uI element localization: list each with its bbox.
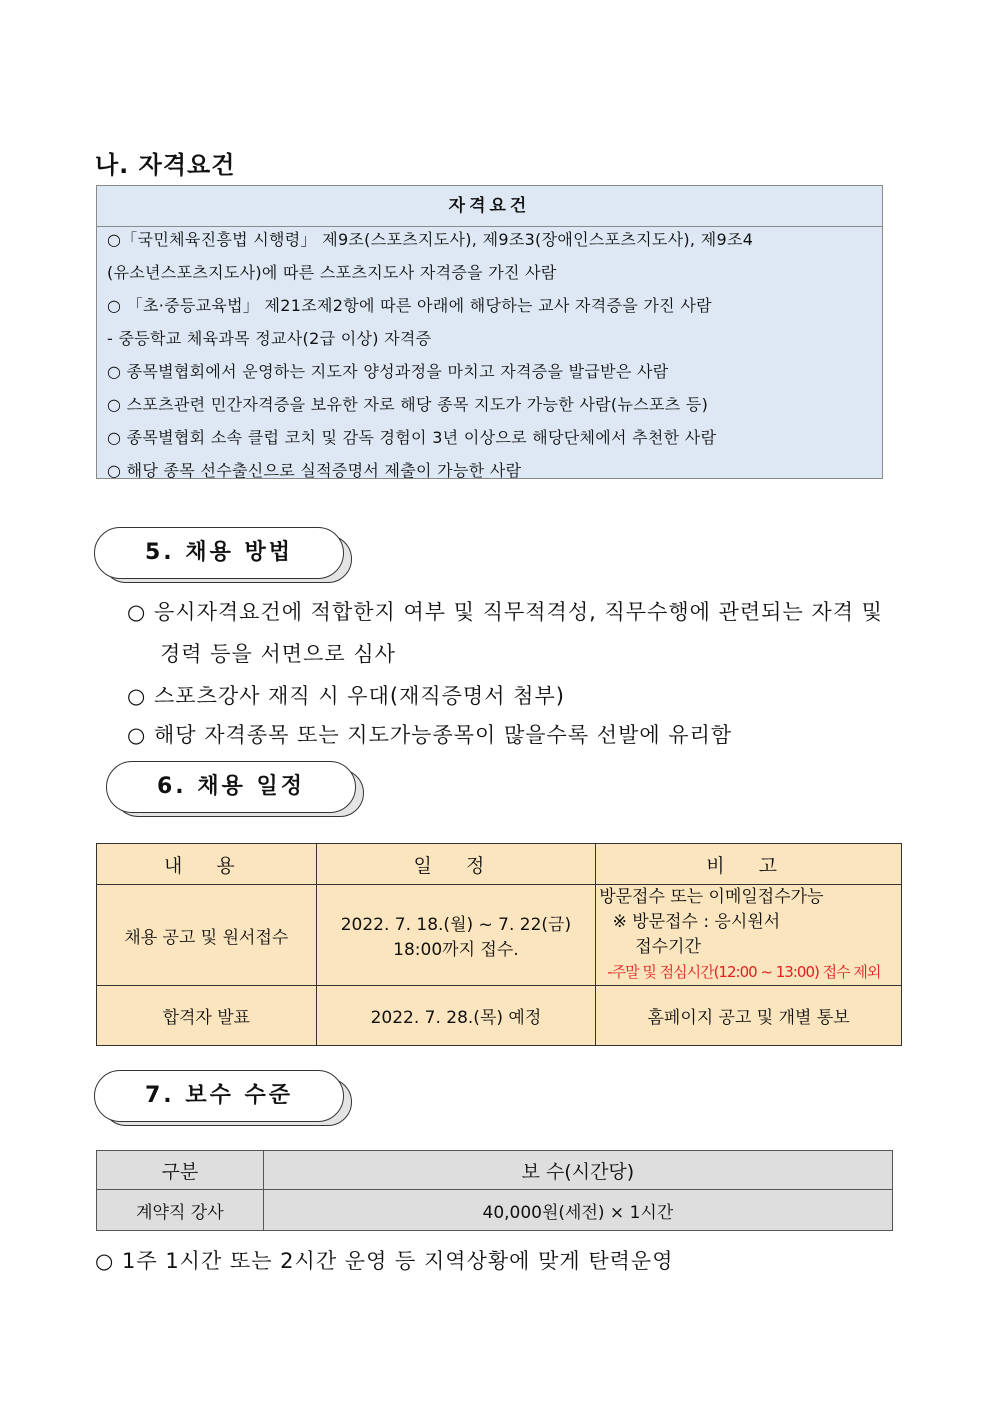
pay-header-amount: 보 수(시간당)	[263, 1151, 892, 1190]
section5-bullet-2: ○ 스포츠강사 재직 시 우대(재직증명서 첨부)	[127, 684, 565, 708]
table-row	[97, 986, 902, 1046]
section5-bullet-1: ○ 응시자격요건에 적합한지 여부 및 직무적격성, 직무수행에 관련되는 자격 및	[127, 600, 883, 624]
schedule-note-line: 접수기간	[635, 937, 701, 957]
schedule-table	[96, 843, 902, 1046]
qualification-line: ○ 해당 종목 선수출신으로 실적증명서 제출이 가능한 사람	[107, 461, 522, 480]
section7-title: 7. 보수 수준	[94, 1070, 344, 1122]
section7-footnote: ○ 1주 1시간 또는 2시간 운영 등 지역상황에 맞게 탄력운영	[95, 1249, 674, 1273]
schedule-note-cell: 홈페이지 공고 및 개별 통보	[596, 986, 902, 1046]
section6-title: 6. 채용 일정	[106, 761, 356, 813]
schedule-date-line: 18:00까지 접수.	[393, 940, 519, 960]
qualifications-box	[96, 185, 883, 479]
schedule-note-line: ※ 방문접수 : 응시원서	[607, 912, 781, 932]
section5-title: 5. 채용 방법	[94, 527, 344, 579]
table-row	[97, 1190, 893, 1231]
qualification-line: (유소년스포츠지도사)에 따른 스포츠지도사 자격증을 가진 사람	[107, 263, 557, 282]
table-row	[97, 885, 902, 986]
schedule-header-date: 일 정	[316, 844, 596, 885]
section-na-title: 나. 자격요건	[95, 151, 236, 179]
section5-bullet-3: ○ 해당 자격종목 또는 지도가능종목이 많을수록 선발에 유리함	[127, 723, 733, 747]
schedule-note-warning: -주말 및 점심시간(12:00 ~ 13:00) 접수 제외	[607, 963, 881, 981]
pay-type-cell: 계약직 강사	[97, 1190, 264, 1231]
schedule-header-row	[97, 844, 902, 885]
qualification-line: ○ 스포츠관련 민간자격증을 보유한 자로 해당 종목 지도가 가능한 사람(뉴스포츠 등)	[107, 395, 709, 414]
schedule-date-line: 2022. 7. 18.(월) ~ 7. 22(금)	[340, 915, 572, 935]
schedule-note-cell	[596, 885, 902, 986]
qualification-line: ○ 종목별협회에서 운영하는 지도자 양성과정을 마치고 자격증을 발급받은 사람	[107, 362, 669, 381]
pay-header-row	[97, 1151, 893, 1190]
qualification-line: ○ 「초·중등교육법」 제21조제2항에 따른 아래에 해당하는 교사 자격증을 가진 사람	[107, 296, 712, 315]
schedule-date-cell	[316, 885, 596, 986]
qualifications-list	[97, 227, 882, 491]
pay-header-type: 구분	[97, 1151, 264, 1190]
section5-bullet-1-cont: 경력 등을 서면으로 심사	[160, 642, 396, 666]
qualifications-header: 자격요건	[97, 186, 882, 227]
schedule-content-cell: 합격자 발표	[97, 986, 317, 1046]
qualification-line: ○「국민체육진흥법 시행령」 제9조(스포츠지도사), 제9조3(장애인스포츠지도사), 제9조4	[107, 230, 754, 249]
schedule-date-cell: 2022. 7. 28.(목) 예정	[316, 986, 596, 1046]
schedule-header-note: 비 고	[596, 844, 902, 885]
qualification-line: - 중등학교 체육과목 정교사(2급 이상) 자격증	[107, 329, 432, 348]
qualification-line: ○ 종목별협회 소속 클럽 코치 및 감독 경험이 3년 이상으로 해당단체에서 추천한 사람	[107, 428, 717, 447]
schedule-header-content: 내 용	[97, 844, 317, 885]
pay-table	[96, 1150, 893, 1231]
schedule-content-cell: 채용 공고 및 원서접수	[97, 885, 317, 986]
schedule-note-line: 방문접수 또는 이메일접수가능	[599, 887, 824, 907]
pay-amount-cell: 40,000원(세전) × 1시간	[263, 1190, 892, 1231]
